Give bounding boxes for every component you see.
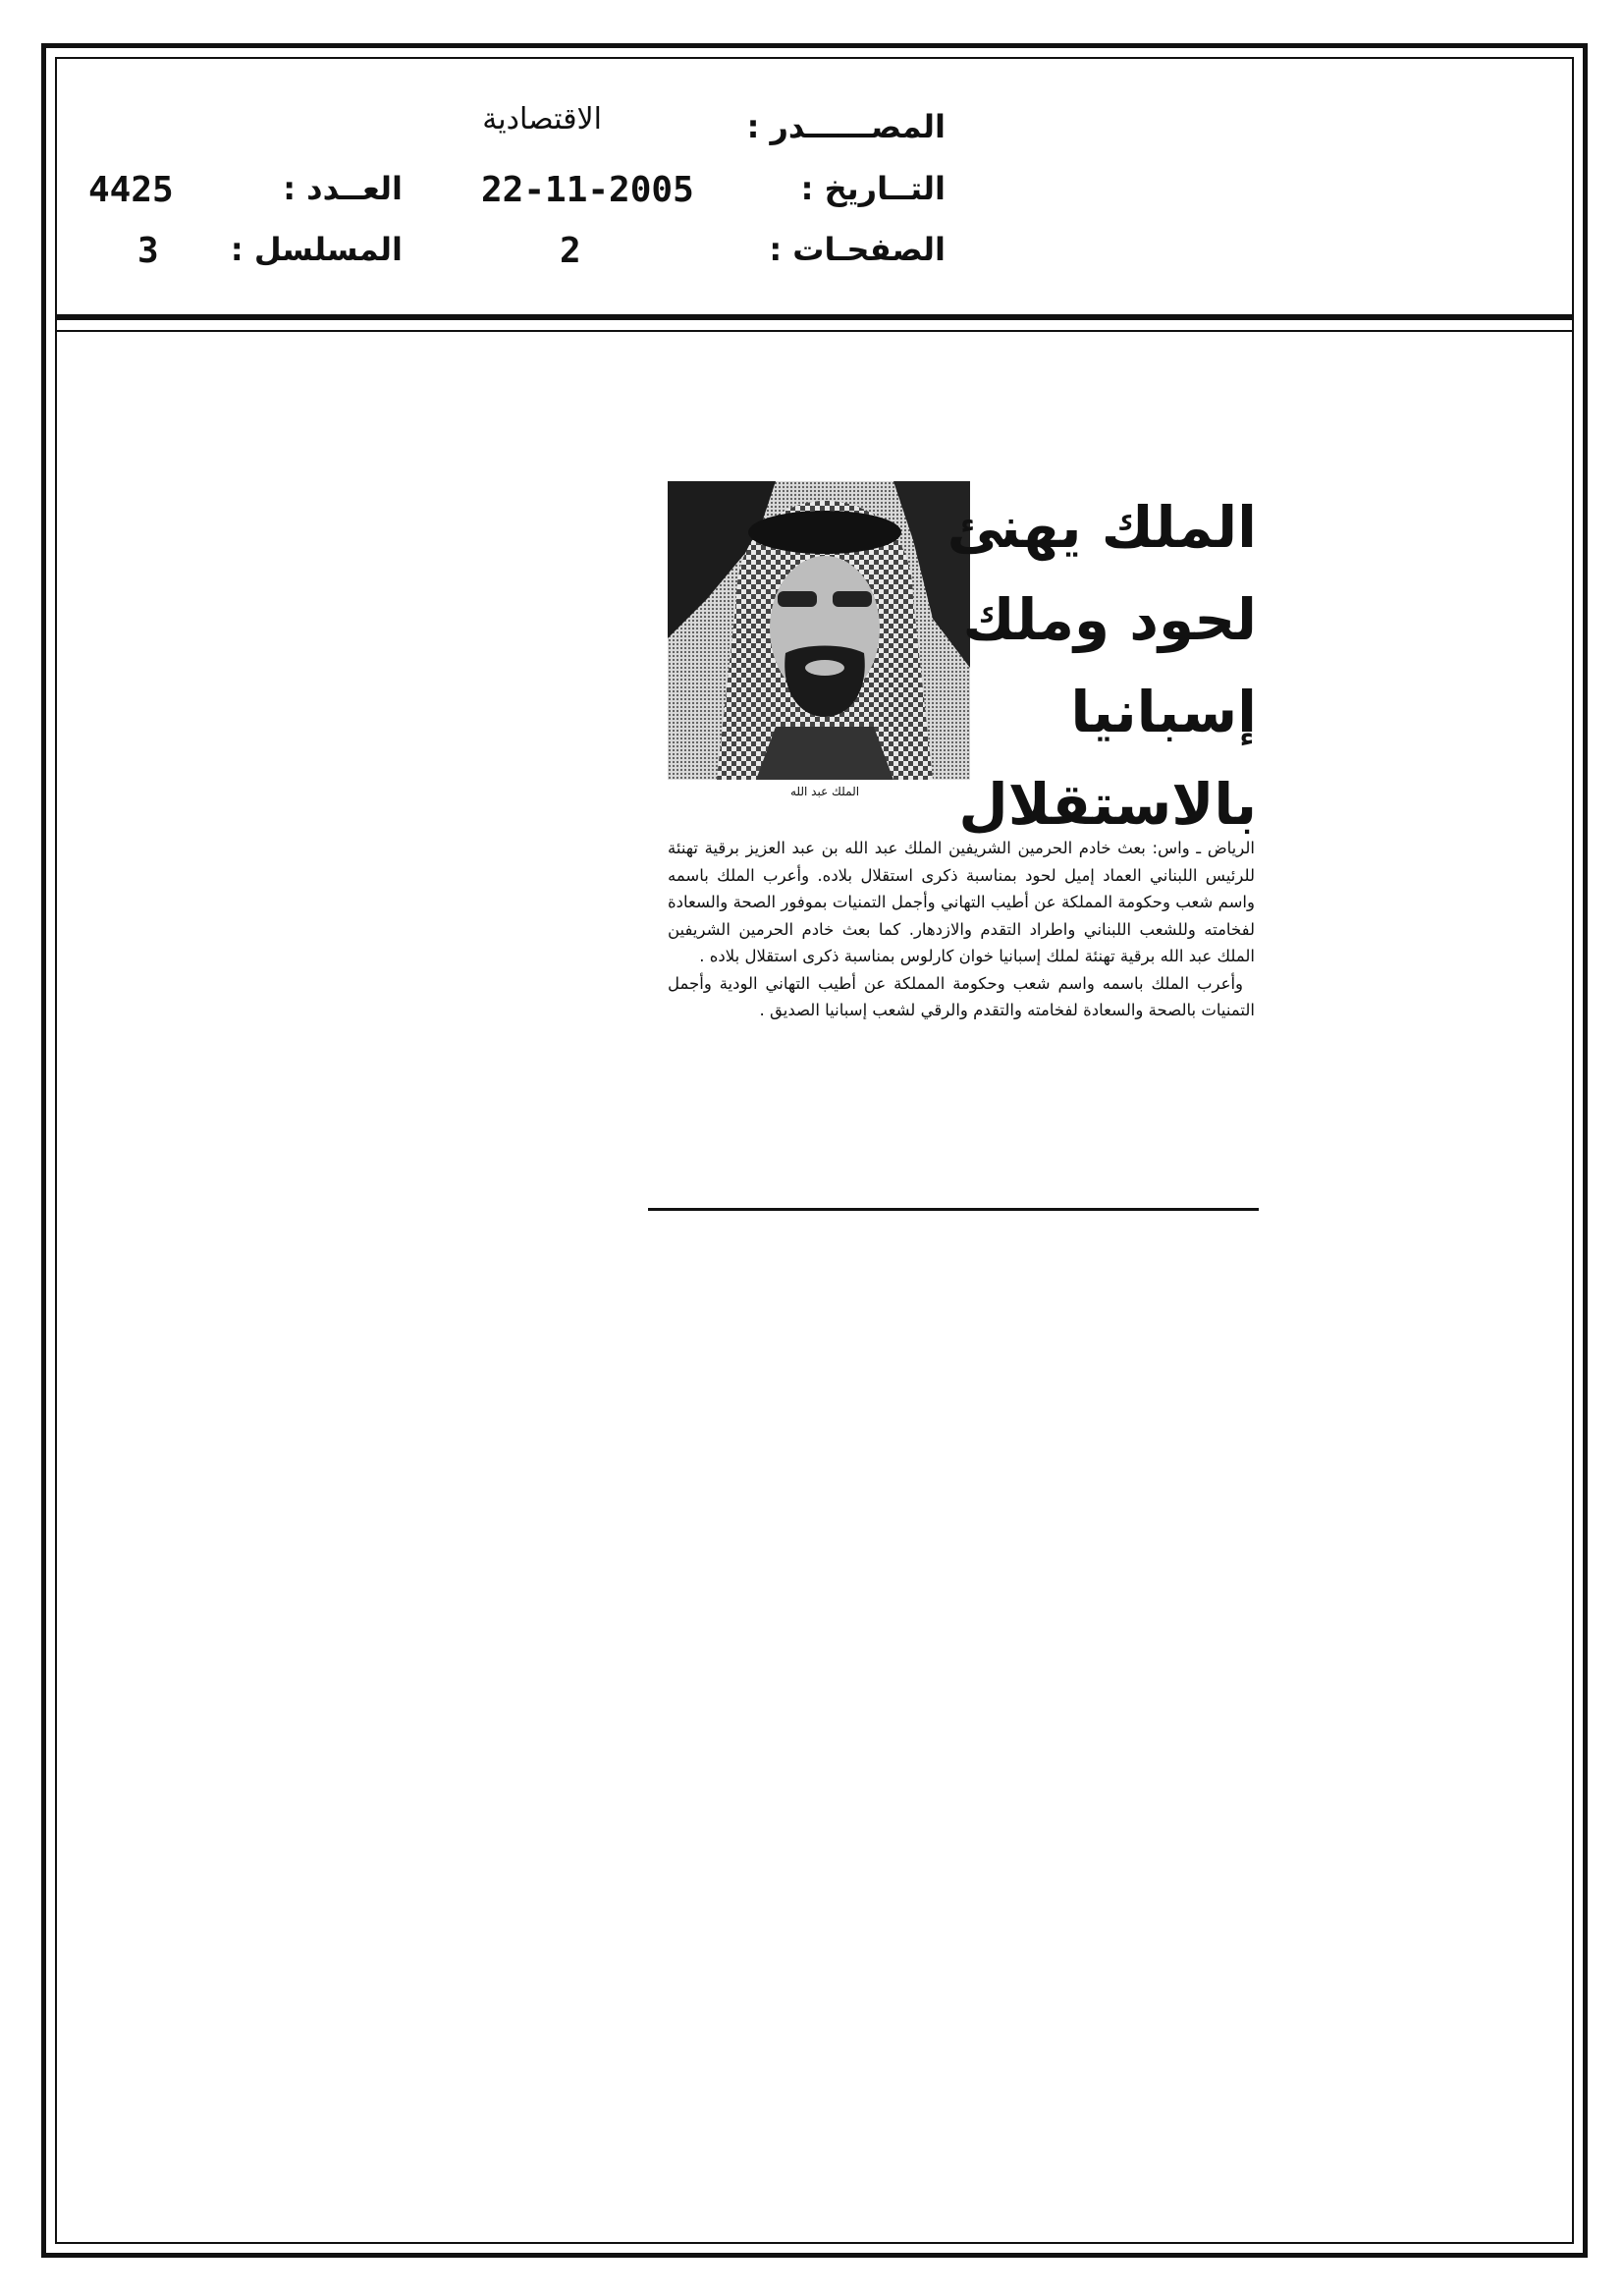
source-value: الاقتصادية [482, 102, 602, 137]
headline-line: بالاستقلال [958, 771, 1257, 838]
pages-label: الصفحـات : [769, 231, 946, 268]
headline-line: لحود وملك [962, 586, 1257, 653]
pages-value: 2 [560, 231, 581, 271]
article-paragraph: الرياض ـ واس: بعث خادم الحرمين الشريفين الملك عبد الله بن عبد العزيز برقية تهنئة للرئيس اللبناني العماد إميل لحود بمناسبة ذكرى استقلال بلاده. وأعرب الملك باسمه واسم شعب وحكومة المملكة عن أطيب التهاني وأجمل التمنيات بموفور الصحة والسعادة لفخامته وللشعب اللبناني واطراد التقدم والازدهار. كما بعث خادم الحرمين الشريفين الملك عبد الله برقية تهنئة لملك إسبانيا خوان كارلوس بمناسبة ذكرى استقلال بلاده . [668, 839, 1255, 965]
issue-label: العــدد : [283, 170, 403, 207]
clipping-bottom-rule [648, 1208, 1259, 1211]
date-value: 22-11-2005 [481, 170, 694, 210]
issue-value: 4425 [88, 170, 174, 210]
article-paragraph: وأعرب الملك باسمه واسم شعب وحكومة المملكة عن أطيب التهاني الودية وأجمل التمنيات بالصحة والسعادة لفخامته والتقدم والرقي لشعب إسبانيا الصديق . [668, 973, 1255, 1019]
headline [947, 481, 1257, 850]
serial-value: 3 [137, 231, 159, 271]
serial-label: المسلسل : [230, 231, 403, 268]
newspaper-clipping [648, 473, 1262, 1220]
article-body [668, 835, 1255, 1024]
header-divider-thin [55, 330, 1574, 332]
photo-caption: الملك عبد الله [789, 785, 860, 798]
headline-line: إسبانيا [1070, 679, 1257, 745]
portrait-photo [668, 481, 970, 780]
source-label: المصــــــدر : [746, 108, 946, 145]
header-divider-thick [55, 314, 1574, 320]
date-label: التــاريخ : [800, 170, 946, 207]
headline-line: الملك يهنئ [947, 494, 1257, 561]
